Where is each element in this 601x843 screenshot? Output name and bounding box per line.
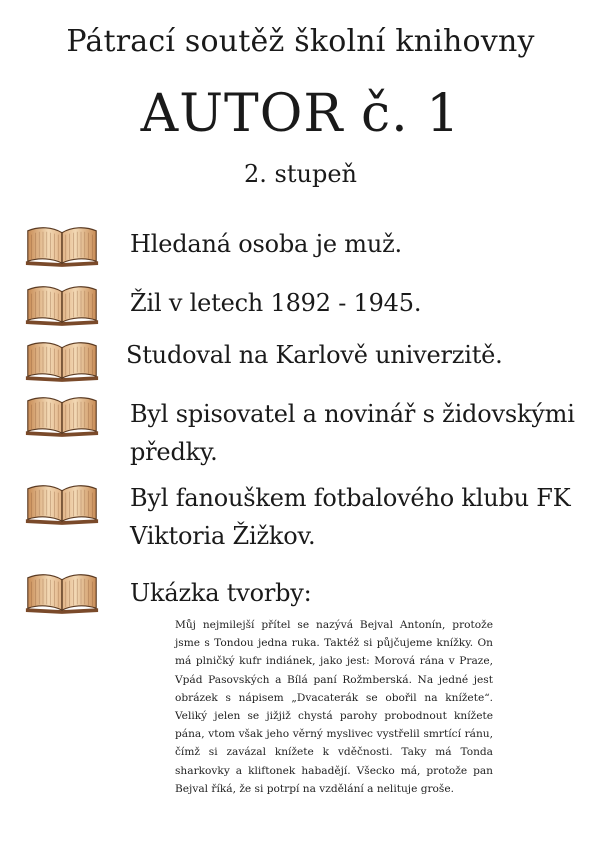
contest-title: Pátrací soutěž školní knihovny [66,24,535,59]
open-book-icon [24,338,100,384]
open-book-icon [24,393,100,439]
open-book-icon [24,570,100,616]
clue-text: Studoval na Karlově univerzitě. [126,341,503,369]
clue-text: Žil v letech 1892 - 1945. [130,289,422,317]
clue-text: Byl fanouškem fotbalového klubu FK Viktoria Žižkov. [130,484,571,550]
clue-text: Ukázka tvorby: [130,579,312,607]
open-book-icon [24,282,100,328]
work-sample-excerpt: Můj nejmilejší přítel se nazývá Bejval Antonín, protože jsme s Tondou jedna ruka. Taktéž si půjčujeme knížky. On má plničký kufr indiánek, jako jest: Morová rána v Praze, Vpád Pasovských a Bílá paní Rožmberská. Na jedné jest obrázek s nápisem „Dvacaterák se obořil na knížete“. Veliký jelen se jižjiž chystá parohy probodnout knížete pána, vtom však jeho věrný myslivec vystřelil smrtící ránu, čímž si zavázal knížete k vděčnosti. Taky má Tonda sharkovky a kliftonek habadějí. Všecko má, protože pan Bejval říká, že si potrpí na vzdělání a nelituje groše. [175,619,493,795]
open-book-icon [24,481,100,527]
open-book-icon [24,223,100,269]
clue-text: Hledaná osoba je muž. [130,230,402,258]
clue-text: Byl spisovatel a novinář s židovskými předky. [130,400,575,466]
author-heading: AUTOR č. 1 [140,84,461,144]
school-level: 2. stupeň [244,160,357,188]
